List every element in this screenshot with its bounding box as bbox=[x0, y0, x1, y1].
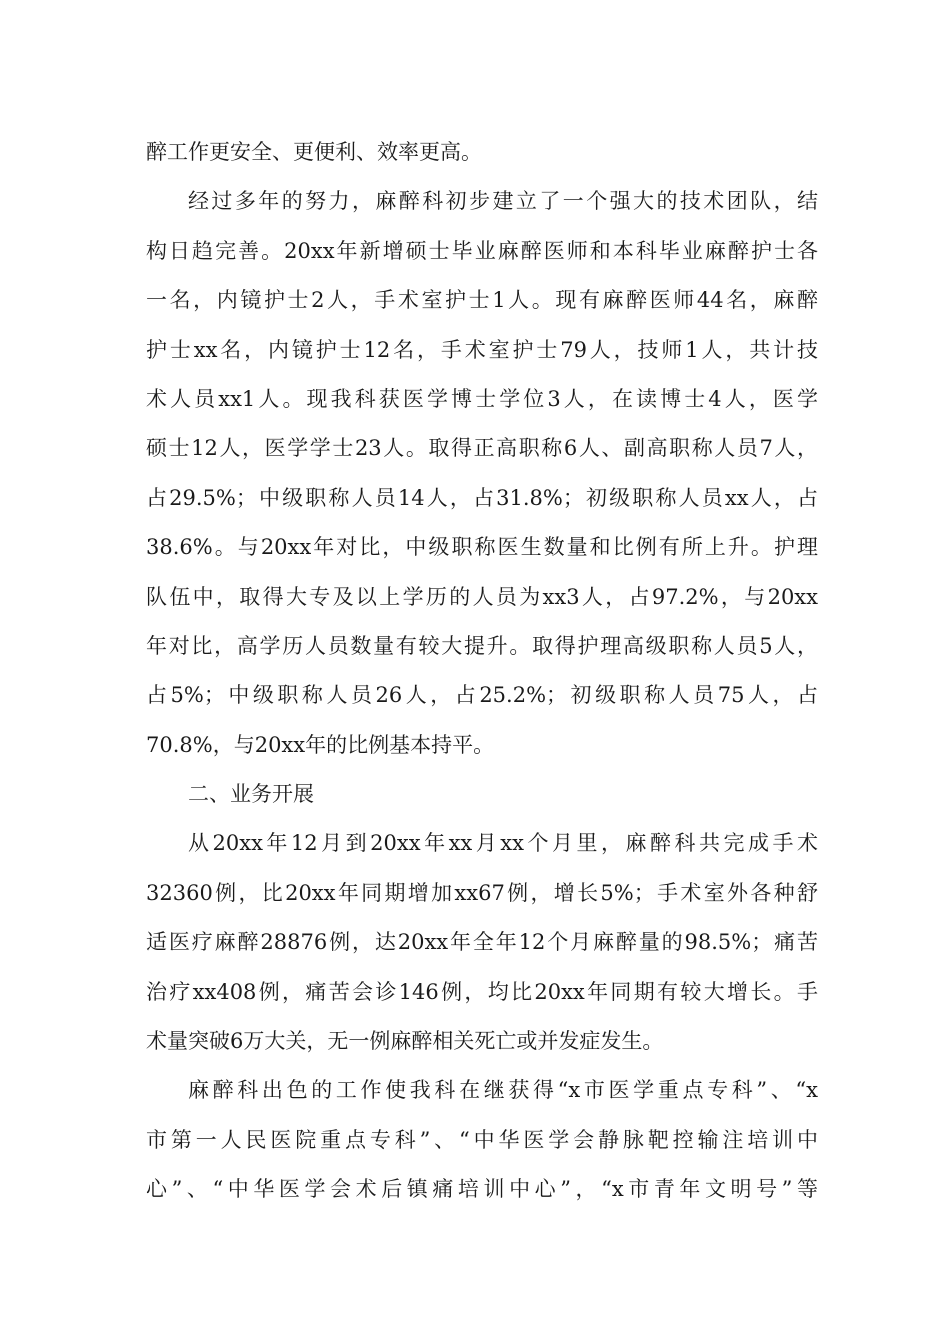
text-line: 护士xx名，内镜护士12名，手术室护士79人，技师1人，共计技 bbox=[146, 337, 818, 362]
text-line: 70.8%，与20xx年的比例基本持平。 bbox=[146, 732, 495, 757]
text-line: 占5%；中级职称人员26人，占25.2%；初级职称人员75人，占 bbox=[146, 683, 818, 708]
text-line: 一名，内镜护士2人，手术室护士1人。现有麻醉医师44名，麻醉 bbox=[146, 288, 818, 313]
text-line: 32360例，比20xx年同期增加xx67例，增长5%；手术室外各种舒 bbox=[146, 880, 818, 905]
text-line: 适医疗麻醉28876例，达20xx年全年12个月麻醉量的98.5%；痛苦 bbox=[146, 930, 818, 955]
text-line: 硕士12人，医学学士23人。取得正高职称6人、副高职称人员7人， bbox=[146, 436, 818, 461]
text-line: 市第一人民医院重点专科”、“中华医学会静脉靶控输注培训中 bbox=[146, 1127, 818, 1152]
text-line: 38.6%。与20xx年对比，中级职称医生数量和比例有所上升。护理 bbox=[146, 535, 818, 560]
text-line: 年对比，高学历人员数量有较大提升。取得护理高级职称人员5人， bbox=[146, 633, 818, 658]
paragraph-start-line: 麻醉科出色的工作使我科在继获得“x市医学重点专科”、“x bbox=[188, 1078, 818, 1103]
text-line: 治疗xx408例，痛苦会诊146例，均比20xx年同期有较大增长。手 bbox=[146, 979, 818, 1004]
text-line: 醉工作更安全、更便利、效率更高。 bbox=[146, 140, 482, 164]
text-line: 占29.5%；中级职称人员14人，占31.8%；初级职称人员xx人，占 bbox=[146, 485, 818, 510]
text-line: 术量突破6万大关，无一例麻醉相关死亡或并发症发生。 bbox=[146, 1029, 664, 1054]
text-line: 队伍中，取得大专及以上学历的人员为xx3人，占97.2%，与20xx bbox=[146, 584, 818, 609]
text-line: 心”、“中华医学会术后镇痛培训中心”，“x市青年文明号”等 bbox=[146, 1177, 818, 1202]
section-heading: 二、业务开展 bbox=[188, 782, 314, 807]
paragraph-start-line: 从20xx年12月到20xx年xx月xx个月里，麻醉科共完成手术 bbox=[188, 831, 818, 856]
text-line: 构日趋完善。20xx年新增硕士毕业麻醉医师和本科毕业麻醉护士各 bbox=[146, 238, 818, 263]
document-body bbox=[146, 128, 818, 1215]
text-line: 术人员xx1人。现我科获医学博士学位3人，在读博士4人，医学 bbox=[146, 386, 818, 411]
paragraph-start-line: 经过多年的努力，麻醉科初步建立了一个强大的技术团队，结 bbox=[188, 189, 818, 214]
